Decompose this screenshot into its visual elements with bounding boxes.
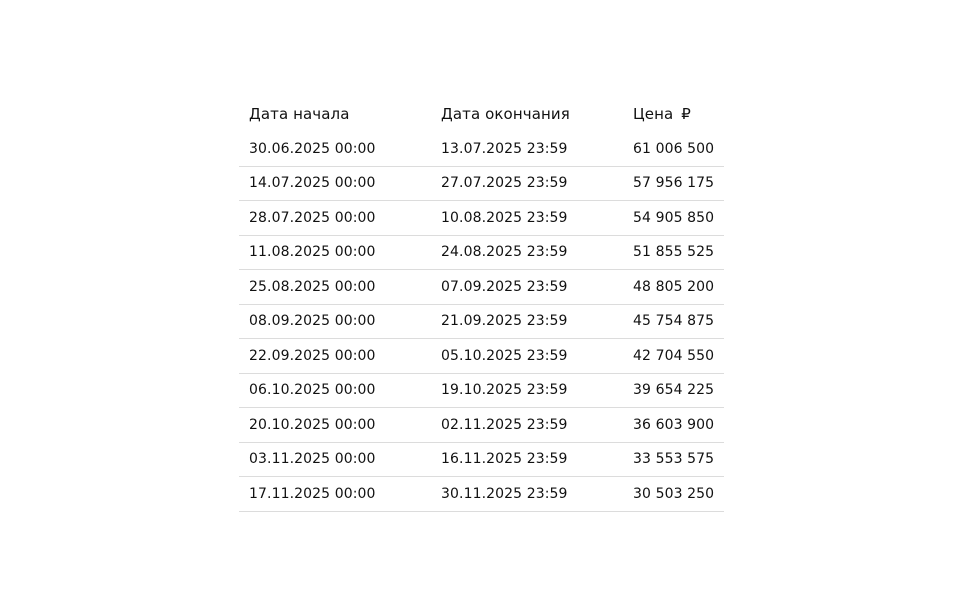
ruble-icon: ₽	[681, 104, 691, 123]
end-date-cell: 21.09.2025 23:59	[441, 313, 568, 330]
start-date-cell: 30.06.2025 00:00	[249, 140, 376, 157]
start-date-cell: 25.08.2025 00:00	[249, 278, 376, 295]
table-row	[239, 443, 724, 478]
start-date-cell: 20.10.2025 00:00	[249, 416, 376, 433]
price-cell: 54 905 850	[633, 209, 715, 226]
header-price	[623, 105, 724, 123]
table-row	[239, 477, 724, 512]
price-cell: 42 704 550	[633, 347, 715, 364]
end-date-cell: 10.08.2025 23:59	[441, 209, 568, 226]
table-row	[239, 201, 724, 236]
end-date-cell: 07.09.2025 23:59	[441, 278, 568, 295]
table-row	[239, 236, 724, 271]
start-date-cell: 06.10.2025 00:00	[249, 382, 376, 399]
start-date-cell: 17.11.2025 00:00	[249, 485, 376, 502]
end-date-cell: 24.08.2025 23:59	[441, 244, 568, 261]
table-header	[239, 95, 724, 132]
price-schedule-table	[239, 95, 724, 512]
end-date-cell: 02.11.2025 23:59	[441, 416, 568, 433]
table-row	[239, 374, 724, 409]
price-cell: 36 603 900	[633, 416, 715, 433]
end-date-cell: 19.10.2025 23:59	[441, 382, 568, 399]
price-cell: 57 956 175	[633, 175, 715, 192]
start-date-cell: 28.07.2025 00:00	[249, 209, 376, 226]
table-row	[239, 167, 724, 202]
header-end-date: Дата окончания	[441, 104, 570, 123]
header-start-date: Дата начала	[249, 104, 350, 123]
price-cell: 30 503 250	[633, 485, 715, 502]
table-row	[239, 408, 724, 443]
table-row	[239, 270, 724, 305]
end-date-cell: 27.07.2025 23:59	[441, 175, 568, 192]
table-row	[239, 132, 724, 167]
price-cell: 39 654 225	[633, 382, 715, 399]
header-price-label: Цена	[633, 104, 674, 123]
start-date-cell: 14.07.2025 00:00	[249, 175, 376, 192]
price-cell: 61 006 500	[633, 140, 715, 157]
price-cell: 51 855 525	[633, 244, 715, 261]
end-date-cell: 13.07.2025 23:59	[441, 140, 568, 157]
price-cell: 45 754 875	[633, 313, 715, 330]
start-date-cell: 22.09.2025 00:00	[249, 347, 376, 364]
price-cell: 33 553 575	[633, 451, 715, 468]
end-date-cell: 16.11.2025 23:59	[441, 451, 568, 468]
end-date-cell: 05.10.2025 23:59	[441, 347, 568, 364]
end-date-cell: 30.11.2025 23:59	[441, 485, 568, 502]
table-row	[239, 339, 724, 374]
start-date-cell: 11.08.2025 00:00	[249, 244, 376, 261]
table-row	[239, 305, 724, 340]
start-date-cell: 03.11.2025 00:00	[249, 451, 376, 468]
price-cell: 48 805 200	[633, 278, 715, 295]
start-date-cell: 08.09.2025 00:00	[249, 313, 376, 330]
